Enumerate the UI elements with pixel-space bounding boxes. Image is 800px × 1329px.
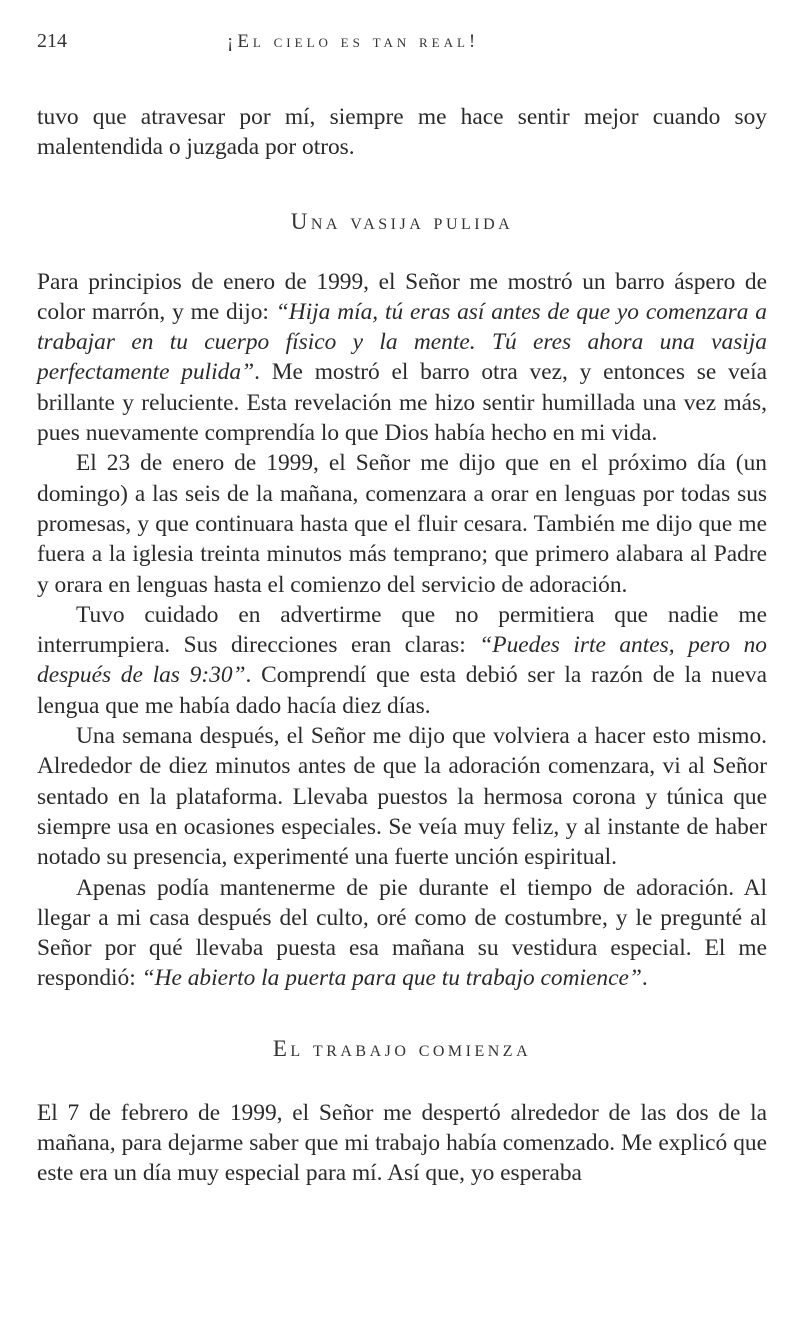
paragraph <box>37 600 767 721</box>
paragraph <box>37 873 767 994</box>
paragraph-text: Apenas podía mantenerme de pie durante el tiempo de adoración. Al llegar a mi casa después del culto, oré como de costumbre, y le pregunté al Señor por qué llevaba puesta esa mañana su vestidura especial. El me respondió: <box>37 874 767 992</box>
paragraph-text: . Me mostró el barro otra vez, y entonces se veía brillante y reluciente. Esta revelación me hizo sentir humillada una vez más, pues nuevamente comprendía lo que Dios había hecho en mi vida. <box>37 359 767 447</box>
paragraph: El 23 de enero de 1999, el Señor me dijo que en el próximo día (un domingo) a las seis de la mañana, comenzara a orar en lenguas por todas sus promesas, y que continuara hasta que el fluir cesara. También me dijo que me fuera a la iglesia treinta minutos más temprano; que primero alabara al Padre y orara en lenguas hasta el comienzo del servicio de adoración. <box>37 450 767 598</box>
quote: “He abierto la puerta para que tu trabajo comience” <box>141 965 642 992</box>
paragraph-text: . Comprendí que esta debió ser la razón de la nueva lengua que me había dado hacía diez días. <box>37 662 767 719</box>
paragraph <box>37 267 767 449</box>
quote: “Hija mía, tú eras así antes de que yo comenzara a trabajar en tu cuerpo físico y la mente. Tú eres ahora una vasija perfectamente pulida” <box>37 298 767 386</box>
paragraph: El 7 de febrero de 1999, el Señor me despertó alrededor de las dos de la mañana, para dejarme saber que mi trabajo había comenzado. Me explicó que este era un día muy especial para mí. Así que, yo esperaba <box>37 1099 767 1187</box>
quote: “Puedes irte antes, pero no después de las 9:30” <box>37 632 768 689</box>
page-number: 214 <box>37 30 67 52</box>
paragraph-text: Para principios de enero de 1999, el Señor me mostró un barro áspero de color marrón, y me dijo: <box>37 268 767 325</box>
paragraph-text: Tuvo cuidado en advertirme que no permitiera que nadie me interrumpiera. Sus direcciones eran claras: <box>37 601 767 659</box>
book-page <box>37 30 767 1189</box>
section-heading-trabajo: El trabajo comienza <box>272 1035 532 1061</box>
paragraph-text: . <box>641 965 648 992</box>
opening-paragraph: tuvo que atravesar por mí, siempre me hace sentir mejor cuando soy malentendida o juzgada por otros. <box>37 104 767 161</box>
running-head <box>37 30 767 60</box>
paragraph: Una semana después, el Señor me dijo que volviera a hacer esto mismo. Alrededor de diez minutos antes de que la adoración comenzara, vi al Señor sentado en la plataforma. Llevaba puestos la hermosa corona y túnica que siempre usa en ocasiones especiales. Se veía muy feliz, y al instante de haber notado su presencia, experimenté una fuerte unción espiritual. <box>37 723 767 871</box>
section-heading-vasija: Una vasija pulida <box>290 208 514 234</box>
book-title: ¡El cielo es tan real! <box>227 31 480 52</box>
